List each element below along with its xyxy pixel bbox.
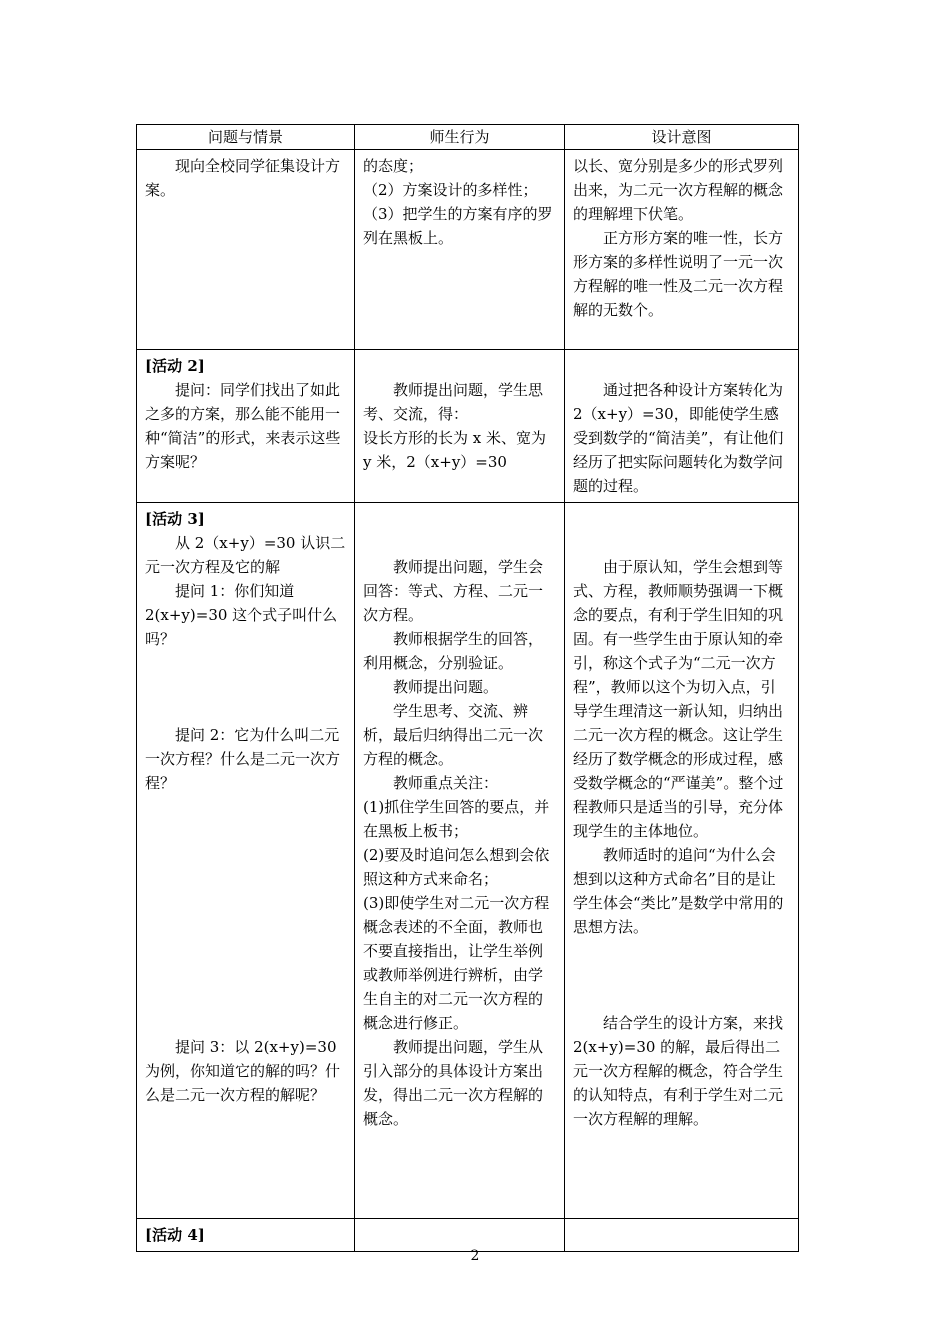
activity-heading: [活动 2] bbox=[145, 357, 205, 375]
cell-text: （3）把学生的方案有序的罗列在黑板上。 bbox=[363, 205, 553, 247]
row4-intent-cell bbox=[565, 1219, 799, 1252]
row3-question-cell bbox=[137, 503, 355, 1219]
cell-text: 教师提出问题，学生思考、交流，得： bbox=[363, 381, 544, 423]
cell-text: (1)抓住学生回答的要点，并在黑板上板书； bbox=[363, 798, 550, 840]
cell-text: 以长、宽分别是多少的形式罗列出来，为二元一次方程解的概念的理解埋下伏笔。 bbox=[573, 157, 784, 223]
cell-text: (2)要及时追问怎么想到会依照这种方式来命名； bbox=[363, 846, 550, 888]
table-row bbox=[137, 150, 799, 350]
cell-text: （2）方案设计的多样性； bbox=[363, 181, 538, 199]
table-row bbox=[137, 350, 799, 503]
cell-text: 正方形方案的唯一性，长方形方案的多样性说明了一元一次方程解的唯一性及二元一次方程解的无数个。 bbox=[573, 229, 784, 319]
cell-text: 由于原认知，学生会想到等式、方程，教师顺势强调一下概念的要点，有利于学生旧知的巩固。有一些学生由于原认知的牵引，称这个式子为“二元一次方程”，教师以这个为切入点，引导学生理清这一新认知，归纳出二元一次方程的概念。这让学生经历了数学概念的形成过程，感受数学概念的“严谨美”。整个过程教师只是适当的引导，充分体现学生的主体地位。 bbox=[573, 558, 784, 840]
row4-behavior-cell bbox=[355, 1219, 565, 1252]
cell-text: 提问 2：它为什么叫二元一次方程？什么是二元一次方程？ bbox=[145, 726, 341, 792]
cell-text: 结合学生的设计方案，来找 2(x+y)=30 的解，最后得出二元一次方程解的概念，符合学生的认知特点，有利于学生对二元一次方程解的理解。 bbox=[573, 1014, 784, 1128]
row1-intent-cell bbox=[565, 150, 799, 350]
table-row bbox=[137, 503, 799, 1219]
activity-heading: [活动 3] bbox=[145, 510, 205, 528]
cell-text: 通过把各种设计方案转化为 2（x+y）=30，即能使学生感受到数学的“简洁美”，有让他们经历了把实际问题转化为数学问题的过程。 bbox=[573, 381, 784, 495]
row3-intent-cell bbox=[565, 503, 799, 1219]
cell-text: 从 2（x+y）=30 认识二元一次方程及它的解 bbox=[145, 534, 346, 576]
row2-question-cell bbox=[137, 350, 355, 503]
header-teacher-student-behavior: 师生行为 bbox=[355, 125, 565, 150]
cell-text: 教师提出问题。 bbox=[393, 678, 499, 696]
cell-text: (3)即使学生对二元一次方程概念表述的不全面，教师也不要直接指出，让学生举例或教师举例进行辨析，由学生自主的对二元一次方程的概念进行修正。 bbox=[363, 894, 550, 1032]
cell-text: 现向全校同学征集设计方案。 bbox=[145, 157, 341, 199]
row3-behavior-cell bbox=[355, 503, 565, 1219]
cell-text: 教师提出问题，学生会回答：等式、方程、二元一次方程。 bbox=[363, 558, 544, 624]
cell-text: 教师适时的追问“为什么会想到以这种方式命名”目的是让学生体会“类比”是数学中常用的思想方法。 bbox=[573, 846, 784, 936]
cell-text: 教师根据学生的回答，利用概念，分别验证。 bbox=[363, 630, 544, 672]
row4-question-cell bbox=[137, 1219, 355, 1252]
activity-heading: [活动 4] bbox=[145, 1226, 205, 1244]
table-row bbox=[137, 1219, 799, 1252]
cell-text: 学生思考、交流、辨析，最后归纳得出二元一次方程的概念。 bbox=[363, 702, 544, 768]
lesson-plan-table bbox=[136, 124, 799, 1252]
cell-text: 教师重点关注： bbox=[393, 774, 499, 792]
table-header-row bbox=[137, 125, 799, 150]
cell-text: 教师提出问题，学生从引入部分的具体设计方案出发，得出二元一次方程解的概念。 bbox=[363, 1038, 544, 1128]
page-number: 2 bbox=[470, 1248, 480, 1264]
cell-text: 提问 3：以 2(x+y)=30 为例，你知道它的解的吗？什么是二元一次方程的解呢？ bbox=[145, 1038, 341, 1104]
cell-text: 的态度； bbox=[363, 157, 424, 175]
cell-text: 提问：同学们找出了如此之多的方案，那么能不能用一种“简洁”的形式，来表示这些方案呢？ bbox=[145, 381, 341, 471]
cell-text: 设长方形的长为 x 米、宽为 y 米，2（x+y）=30 bbox=[363, 429, 546, 471]
row2-behavior-cell bbox=[355, 350, 565, 503]
row1-behavior-cell bbox=[355, 150, 565, 350]
header-question-scenario: 问题与情景 bbox=[137, 125, 355, 150]
header-design-intent: 设计意图 bbox=[565, 125, 799, 150]
row2-intent-cell bbox=[565, 350, 799, 503]
row1-question-cell bbox=[137, 150, 355, 350]
cell-text: 提问 1：你们知道 2(x+y)=30 这个式子叫什么吗？ bbox=[145, 582, 338, 648]
